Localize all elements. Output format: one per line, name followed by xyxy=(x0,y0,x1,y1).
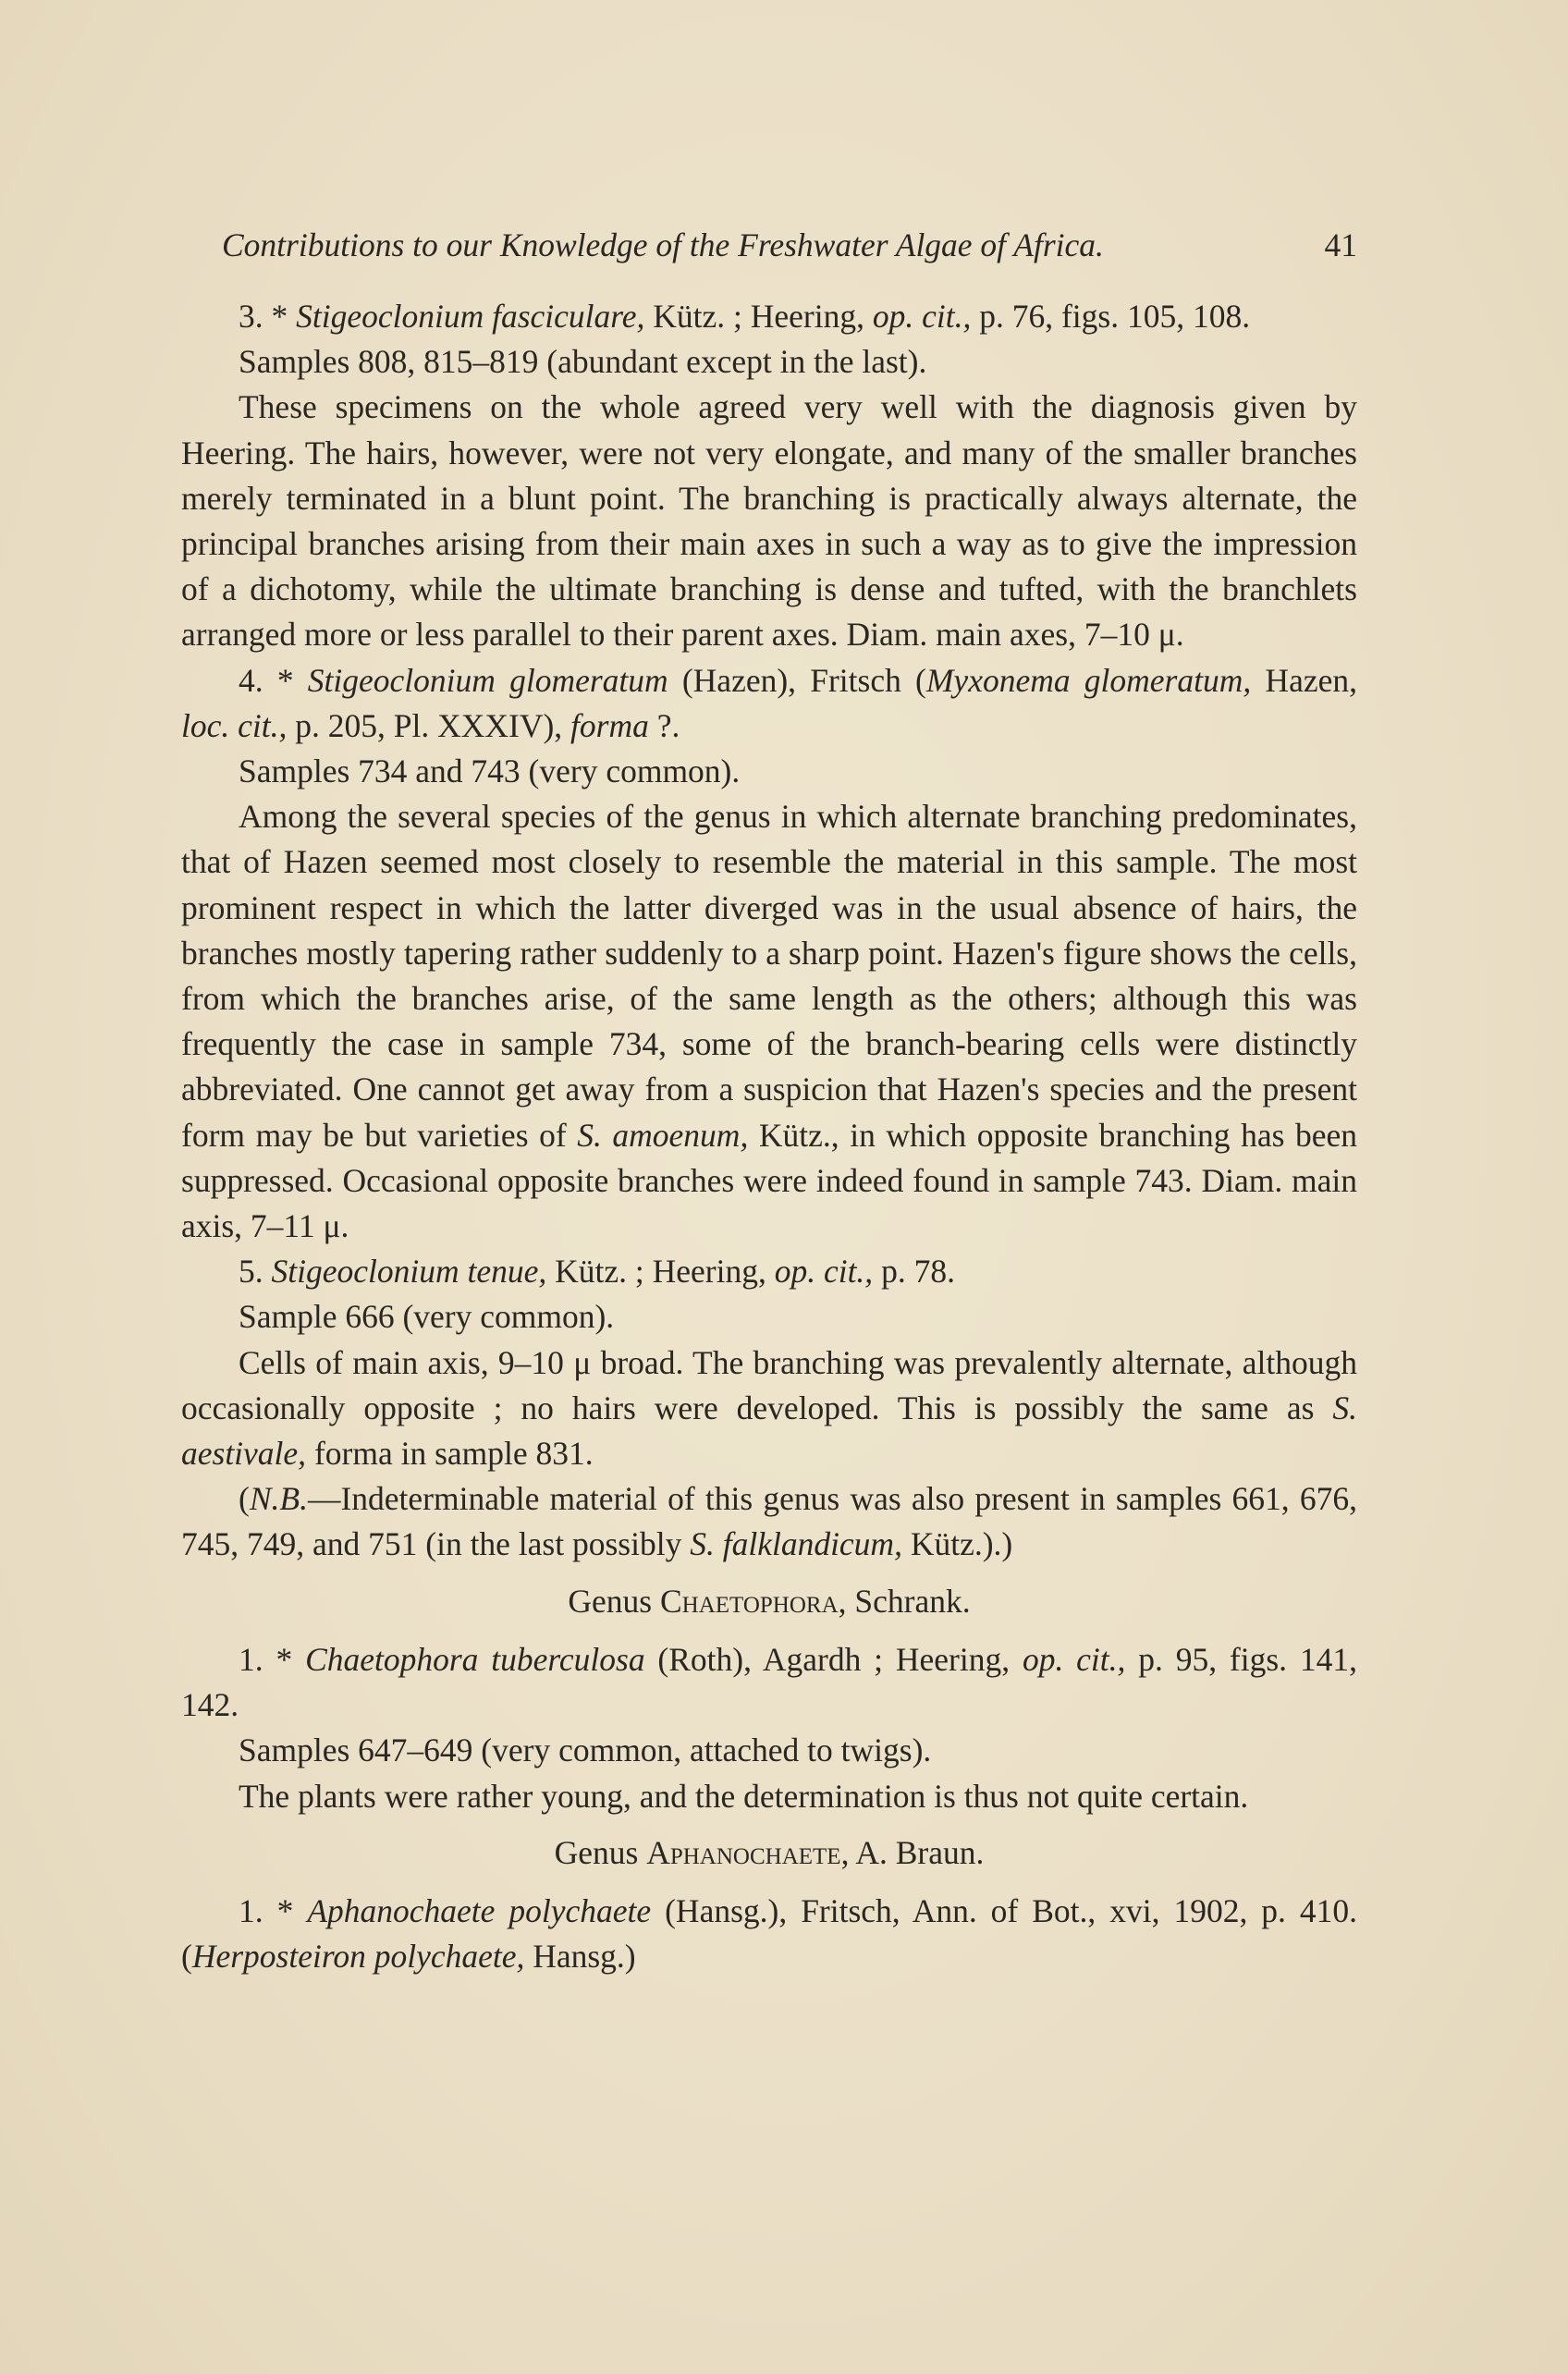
running-title: Contributions to our Knowledge of the Freshwater Algae of Africa. xyxy=(222,226,1104,263)
genus-heading-chaetophora: Genus Chaetophora, Schrank. xyxy=(568,1582,971,1620)
samples-line: Samples 734 and 743 (very common). xyxy=(239,753,741,790)
paragraph: The plants were rather young, and the determination is thus not quite certain. xyxy=(239,1777,1249,1815)
samples-line: Samples 647–649 (very common, attached to twigs). xyxy=(239,1732,932,1769)
species-entry-chaetophora-1: 1. * Chaetophora tuberculosa (Roth), Agardh ; Heering, op. cit., p. 95, figs. 141, 142. xyxy=(181,1640,1358,1724)
page-number: 41 xyxy=(1324,226,1357,263)
taxon-name: Chaetophora tuberculosa xyxy=(305,1640,645,1678)
paragraph: These specimens on the whole agreed very well with the diagnosis given by Heering. The hairs, however, were not very elongate, and many of the smaller branches merely terminated in a blunt point. The branching is practically always alternate, the principal branches arising from their main axes in such a way as to give the impression of a dichotomy, while the ultimate branching is dense and tufted, with the branchlets arranged more or less parallel to their parent axes. Diam. main axes, 7–10 μ. xyxy=(181,388,1357,654)
samples-line: Sample 666 (very common). xyxy=(239,1298,615,1336)
nota-bene: (N.B.—Indeterminable material of this genus was also present in samples 661, 676, 745, 749, and 751 (in the last possibly S. falklandicum, Kütz.).) xyxy=(181,1480,1357,1563)
paragraph: Among the several species of the genus in which alternate branching predominates, that of Hazen seemed most closely to resemble the material in this sample. The most prominent respect in which the latter diverged was in the usual absence of hairs, the branches mostly tapering rather suddenly to a sharp point. Hazen's figure shows the cells, from which the branches arise, of the same length as the others; although this was frequently the case in sample 734, some of the branch-bearing cells were distinctly abbreviated. One cannot get away from a suspicion that Hazen's species and the present form may be but varieties of S. amoenum, Kütz., in which opposite branching has been suppressed. Occasional opposite branches were indeed found in sample 743. Diam. main axis, 7–11 μ. xyxy=(181,798,1357,1245)
species-entry-3: 3. * Stigeoclonium fasciculare, Kütz. ; Heering, op. cit., p. 76, figs. 105, 108. xyxy=(239,298,1251,335)
taxon-name: Stigeoclonium fasciculare, xyxy=(296,298,645,335)
genus-heading-aphanochaete: Genus Aphanochaete, A. Braun. xyxy=(554,1833,985,1871)
taxon-name: Stigeoclonium tenue, xyxy=(271,1253,547,1291)
taxon-name: Aphanochaete polychaete xyxy=(307,1891,652,1929)
taxon-name: Stigeoclonium glomeratum xyxy=(307,661,668,699)
paragraph: Cells of main axis, 9–10 μ broad. The branching was prevalently alternate, although occasionally opposite ; no hairs were developed. This is possibly the same as S. aestivale, forma in sample 831. xyxy=(181,1343,1357,1473)
samples-line: Samples 808, 815–819 (abundant except in the last). xyxy=(239,343,927,381)
species-entry-4: 4. * Stigeoclonium glomeratum (Hazen), Fritsch (Myxonema glomeratum, Hazen, loc. cit., p. 205, Pl. XXXIV), forma ?. xyxy=(181,661,1357,744)
species-entry-aphanochaete-1: 1. * Aphanochaete polychaete (Hansg.), Fritsch, Ann. of Bot., xvi, 1902, p. 410. (Herposteiron polychaete, Hansg.) xyxy=(181,1891,1358,1976)
species-entry-5: 5. Stigeoclonium tenue, Kütz. ; Heering, op. cit., p. 78. xyxy=(239,1253,955,1291)
running-header xyxy=(222,222,1357,268)
body-text xyxy=(181,294,1357,1979)
